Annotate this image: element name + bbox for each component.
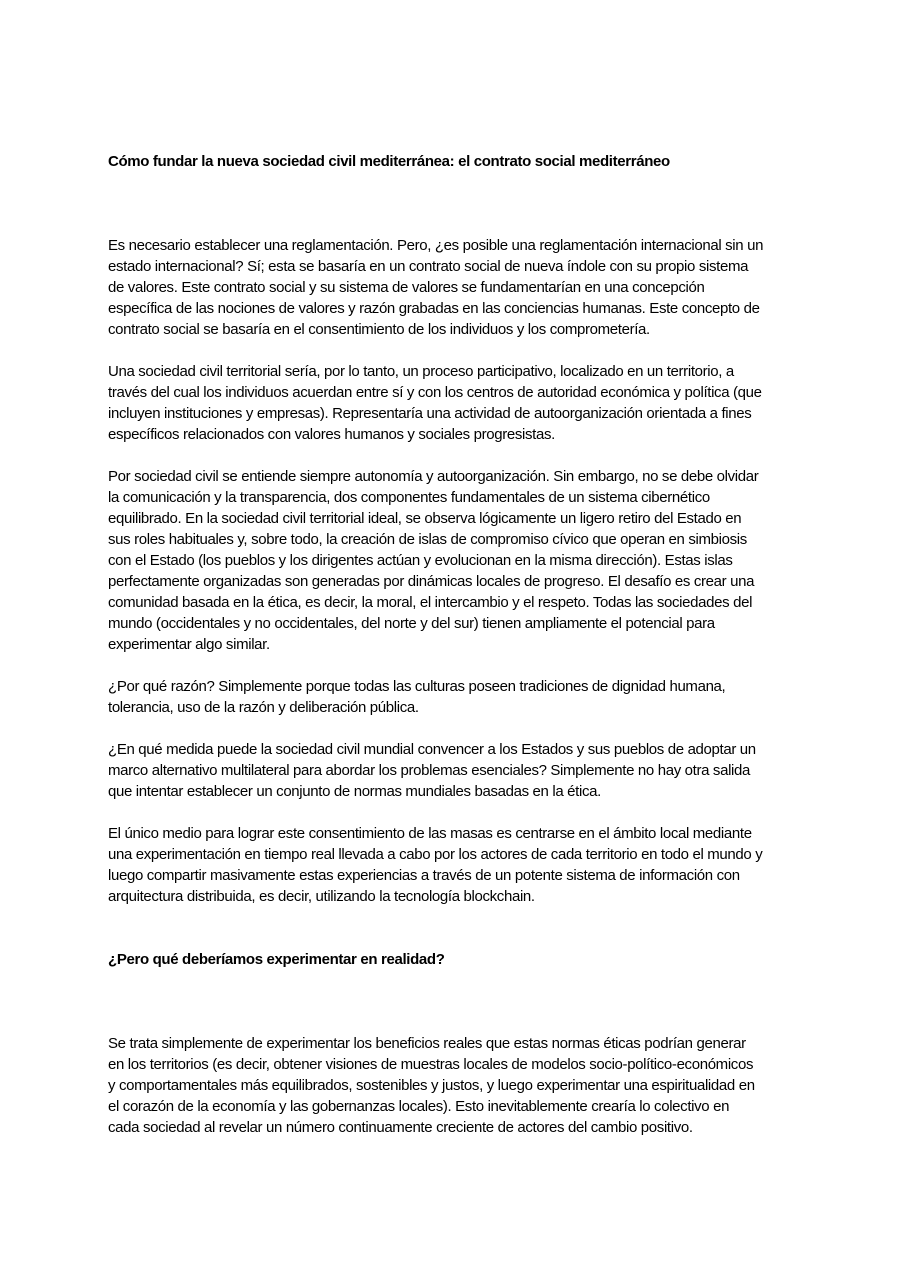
text-line: contrato social se basaría en el consentimiento de los individuos y los comprometería.: [108, 321, 650, 338]
text-line: El único medio para lograr este consentimiento de las masas es centrarse en el ámbito local mediante: [108, 825, 752, 842]
text-line: y comportamentales más equilibrados, sostenibles y justos, y luego experimentar una espiritualidad en: [108, 1077, 755, 1094]
text-line: Es necesario establecer una reglamentación. Pero, ¿es posible una reglamentación internacional sin un: [108, 237, 764, 254]
text-line: con el Estado (los pueblos y los dirigentes actúan y evolucionan en la misma dirección). Estas islas: [108, 552, 733, 569]
paragraph-7: [108, 1033, 803, 1138]
text-line: estado internacional? Sí; esta se basaría en un contrato social de nueva índole con su propio sistema: [108, 258, 749, 275]
text-line: sus roles habituales y, sobre todo, la creación de islas de compromiso cívico que operan en simbiosis: [108, 531, 747, 548]
text-line: tolerancia, uso de la razón y deliberación pública.: [108, 699, 419, 716]
text-line: Se trata simplemente de experimentar los beneficios reales que estas normas éticas podrían generar: [108, 1035, 746, 1052]
text-line: luego compartir masivamente estas experiencias a través de un potente sistema de información con: [108, 867, 740, 884]
text-line: equilibrado. En la sociedad civil territorial ideal, se observa lógicamente un ligero retiro del Estado en: [108, 510, 742, 527]
text-line: cada sociedad al revelar un número continuamente creciente de actores del cambio positivo.: [108, 1119, 693, 1136]
text-line: de valores. Este contrato social y su sistema de valores se fundamentarían en una concepción: [108, 279, 705, 296]
text-line: que intentar establecer un conjunto de normas mundiales basadas en la ética.: [108, 783, 601, 800]
text-line: ¿En qué medida puede la sociedad civil mundial convencer a los Estados y sus pueblos de adoptar un: [108, 741, 756, 758]
paragraph-1: [108, 235, 803, 340]
paragraph-4: [108, 676, 803, 718]
text-line: la comunicación y la transparencia, dos componentes fundamentales de un sistema cibernético: [108, 489, 710, 506]
text-line: perfectamente organizadas son generadas por dinámicas locales de progreso. El desafío es crear una: [108, 573, 755, 590]
text-line: comunidad basada en la ética, es decir, la moral, el intercambio y el respeto. Todas las sociedades del: [108, 594, 753, 611]
paragraph-2: [108, 361, 803, 445]
text-line: Una sociedad civil territorial sería, por lo tanto, un proceso participativo, localizado en un territorio, a: [108, 363, 734, 380]
text-line: específicos relacionados con valores humanos y sociales progresistas.: [108, 426, 555, 443]
paragraph-3: [108, 466, 803, 655]
text-line: el corazón de la economía y las gobernanzas locales). Esto inevitablemente crearía lo colectivo en: [108, 1098, 730, 1115]
paragraph-5: [108, 739, 803, 802]
document-title: Cómo fundar la nueva sociedad civil mediterránea: el contrato social mediterráneo: [108, 153, 670, 170]
text-line: Por sociedad civil se entiende siempre autonomía y autoorganización. Sin embargo, no se debe olvidar: [108, 468, 759, 485]
document-body: [108, 151, 803, 1138]
text-line: incluyen instituciones y empresas). Representaría una actividad de autoorganización orientada a fines: [108, 405, 752, 422]
text-line: través del cual los individuos acuerdan entre sí y con los centros de autoridad económica y política (que: [108, 384, 762, 401]
text-line: ¿Por qué razón? Simplemente porque todas las culturas poseen tradiciones de dignidad humana,: [108, 678, 726, 695]
text-line: una experimentación en tiempo real llevada a cabo por los actores de cada territorio en todo el mundo y: [108, 846, 763, 863]
text-line: específica de las nociones de valores y razón grabadas en las conciencias humanas. Este concepto de: [108, 300, 760, 317]
section-subheading: ¿Pero qué deberíamos experimentar en realidad?: [108, 951, 445, 968]
paragraph-6: [108, 823, 803, 907]
text-line: en los territorios (es decir, obtener visiones de muestras locales de modelos socio-político-económicos: [108, 1056, 754, 1073]
text-line: marco alternativo multilateral para abordar los problemas esenciales? Simplemente no hay otra salida: [108, 762, 751, 779]
text-line: arquitectura distribuida, es decir, utilizando la tecnología blockchain.: [108, 888, 535, 905]
text-line: mundo (occidentales y no occidentales, del norte y del sur) tienen ampliamente el potencial para: [108, 615, 715, 632]
text-line: experimentar algo similar.: [108, 636, 270, 653]
